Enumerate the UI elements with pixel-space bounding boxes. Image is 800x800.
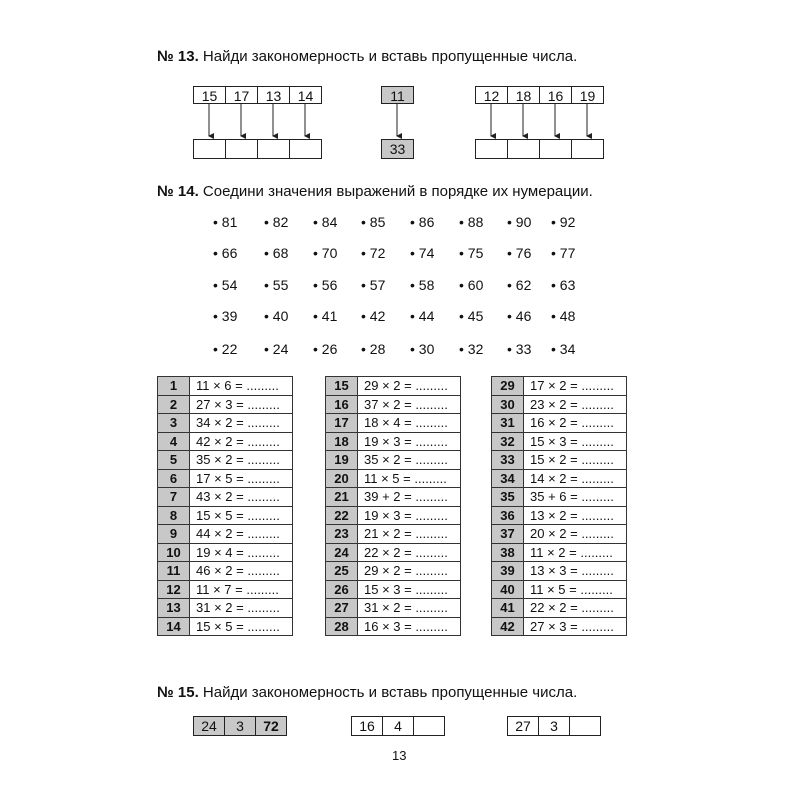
table-row <box>158 377 293 396</box>
row-number: 29 <box>492 377 524 396</box>
row-number: 25 <box>326 562 358 581</box>
expression[interactable]: 17 × 5 = ......... <box>190 469 293 488</box>
dot-number[interactable]: • 46 <box>507 308 532 324</box>
task13-number: № 13. <box>157 48 199 65</box>
dot-number[interactable]: • 28 <box>361 341 386 357</box>
answer-box[interactable] <box>413 716 445 736</box>
expression[interactable]: 11 × 2 = ......... <box>524 543 627 562</box>
task15-group3 <box>507 716 601 736</box>
expression[interactable]: 22 × 2 = ......... <box>524 599 627 618</box>
table-row <box>492 506 627 525</box>
row-number: 10 <box>158 543 190 562</box>
row-number: 20 <box>326 469 358 488</box>
expression[interactable]: 27 × 3 = ......... <box>190 395 293 414</box>
dot-number[interactable]: • 68 <box>264 245 289 261</box>
task14-heading <box>157 183 593 200</box>
row-number: 36 <box>492 506 524 525</box>
answer-box[interactable] <box>571 139 604 159</box>
expression[interactable]: 18 × 4 = ......... <box>358 414 461 433</box>
expression[interactable]: 11 × 6 = ......... <box>190 377 293 396</box>
row-number: 18 <box>326 432 358 451</box>
table-row <box>492 469 627 488</box>
row-number: 41 <box>492 599 524 618</box>
expression[interactable]: 17 × 2 = ......... <box>524 377 627 396</box>
answer-box[interactable] <box>193 139 226 159</box>
row-number: 1 <box>158 377 190 396</box>
dot-number[interactable]: • 56 <box>313 277 338 293</box>
row-number: 15 <box>326 377 358 396</box>
task13-group1-answers <box>193 139 322 159</box>
expression[interactable]: 11 × 5 = ......... <box>524 580 627 599</box>
expression[interactable]: 35 × 2 = ......... <box>358 451 461 470</box>
task13-g1-cell: 17 <box>225 86 258 104</box>
task15-g3-cell: 27 <box>507 716 539 736</box>
dot-number[interactable]: • 77 <box>551 245 576 261</box>
table-row <box>326 451 461 470</box>
dot-number[interactable]: • 44 <box>410 308 435 324</box>
table-row <box>326 599 461 618</box>
row-number: 34 <box>492 469 524 488</box>
expression[interactable]: 11 × 7 = ......... <box>190 580 293 599</box>
row-number: 13 <box>158 599 190 618</box>
row-number: 39 <box>492 562 524 581</box>
task15-example <box>193 716 287 736</box>
row-number: 40 <box>492 580 524 599</box>
table-row <box>326 488 461 507</box>
task13-g1-cell: 15 <box>193 86 226 104</box>
table-row <box>158 469 293 488</box>
table-row <box>492 525 627 544</box>
table-row <box>158 525 293 544</box>
dot-number[interactable]: • 42 <box>361 308 386 324</box>
table-row <box>326 414 461 433</box>
answer-box[interactable] <box>225 139 258 159</box>
table-row <box>158 451 293 470</box>
task15-heading <box>157 684 577 701</box>
table-row <box>326 543 461 562</box>
expression[interactable]: 29 × 2 = ......... <box>358 562 461 581</box>
task14-text: Соедини значения выражений в порядке их нумерации. <box>198 183 593 200</box>
table-row <box>326 525 461 544</box>
row-number: 24 <box>326 543 358 562</box>
table-row <box>326 580 461 599</box>
expression[interactable]: 22 × 2 = ......... <box>358 543 461 562</box>
expression[interactable]: 13 × 3 = ......... <box>524 562 627 581</box>
table-row <box>326 562 461 581</box>
dot-number[interactable]: • 32 <box>459 341 484 357</box>
row-number: 7 <box>158 488 190 507</box>
expression[interactable]: 19 × 4 = ......... <box>190 543 293 562</box>
row-number: 33 <box>492 451 524 470</box>
dot-number[interactable]: • 62 <box>507 277 532 293</box>
row-number: 3 <box>158 414 190 433</box>
expression[interactable]: 15 × 5 = ......... <box>190 617 293 636</box>
table-row <box>492 562 627 581</box>
row-number: 23 <box>326 525 358 544</box>
expression[interactable]: 15 × 3 = ......... <box>358 580 461 599</box>
task13-example-input: 11 <box>381 86 414 104</box>
task13-heading <box>157 48 577 65</box>
table-row <box>492 414 627 433</box>
expression[interactable]: 46 × 2 = ......... <box>190 562 293 581</box>
dot-number[interactable]: • 55 <box>264 277 289 293</box>
task15-group2 <box>351 716 445 736</box>
dot-number[interactable]: • 90 <box>507 214 532 230</box>
answer-box[interactable] <box>569 716 601 736</box>
task13-g3-cell: 12 <box>475 86 508 104</box>
expression[interactable]: 19 × 3 = ......... <box>358 506 461 525</box>
task14-number: № 14. <box>157 183 199 200</box>
row-number: 32 <box>492 432 524 451</box>
table-row <box>326 395 461 414</box>
dot-number[interactable]: • 40 <box>264 308 289 324</box>
row-number: 42 <box>492 617 524 636</box>
task15-text: Найди закономерность и вставь пропущенные числа. <box>198 684 578 701</box>
table-row <box>492 599 627 618</box>
table-row <box>158 488 293 507</box>
row-number: 14 <box>158 617 190 636</box>
table-row <box>158 432 293 451</box>
expression[interactable]: 34 × 2 = ......... <box>190 414 293 433</box>
row-number: 5 <box>158 451 190 470</box>
row-number: 4 <box>158 432 190 451</box>
table-row <box>492 488 627 507</box>
expression[interactable]: 42 × 2 = ......... <box>190 432 293 451</box>
table-row <box>326 469 461 488</box>
row-number: 19 <box>326 451 358 470</box>
dot-number[interactable]: • 41 <box>313 308 338 324</box>
dot-number[interactable]: • 63 <box>551 277 576 293</box>
row-number: 35 <box>492 488 524 507</box>
expression[interactable]: 31 × 2 = ......... <box>190 599 293 618</box>
task13-g1-cell: 13 <box>257 86 290 104</box>
task15-example-cell: 72 <box>255 716 287 736</box>
dot-number[interactable]: • 30 <box>410 341 435 357</box>
answer-box[interactable] <box>257 139 290 159</box>
expression[interactable]: 43 × 2 = ......... <box>190 488 293 507</box>
dot-number[interactable]: • 57 <box>361 277 386 293</box>
table-row <box>492 580 627 599</box>
table-row <box>492 377 627 396</box>
task13-example-top <box>381 86 414 104</box>
row-number: 38 <box>492 543 524 562</box>
table-row <box>326 377 461 396</box>
row-number: 28 <box>326 617 358 636</box>
table-row <box>492 543 627 562</box>
expression[interactable]: 15 × 2 = ......... <box>524 451 627 470</box>
row-number: 30 <box>492 395 524 414</box>
expression[interactable]: 21 × 2 = ......... <box>358 525 461 544</box>
answer-box[interactable] <box>539 139 572 159</box>
expression[interactable]: 35 × 2 = ......... <box>190 451 293 470</box>
dot-number[interactable]: • 22 <box>213 341 238 357</box>
expression[interactable]: 23 × 2 = ......... <box>524 395 627 414</box>
page-number: 13 <box>392 748 407 763</box>
row-number: 12 <box>158 580 190 599</box>
task13-text: Найди закономерность и вставь пропущенные числа. <box>198 48 578 65</box>
task13-g1-cell: 14 <box>289 86 322 104</box>
row-number: 27 <box>326 599 358 618</box>
expression[interactable]: 14 × 2 = ......... <box>524 469 627 488</box>
expression[interactable]: 20 × 2 = ......... <box>524 525 627 544</box>
table-row <box>492 395 627 414</box>
dot-number[interactable]: • 39 <box>213 308 238 324</box>
task13-g3-cell: 16 <box>539 86 572 104</box>
row-number: 16 <box>326 395 358 414</box>
table-row <box>492 432 627 451</box>
expression[interactable]: 15 × 3 = ......... <box>524 432 627 451</box>
expressions-table-3 <box>491 376 627 636</box>
table-row <box>326 432 461 451</box>
answer-box[interactable] <box>475 139 508 159</box>
expression[interactable]: 27 × 3 = ......... <box>524 617 627 636</box>
table-row <box>158 599 293 618</box>
row-number: 9 <box>158 525 190 544</box>
expression[interactable]: 15 × 5 = ......... <box>190 506 293 525</box>
dot-number[interactable]: • 54 <box>213 277 238 293</box>
row-number: 17 <box>326 414 358 433</box>
task13-group1-arrows <box>193 104 323 140</box>
table-row <box>326 617 461 636</box>
dot-number[interactable]: • 75 <box>459 245 484 261</box>
table-row <box>492 451 627 470</box>
table-row <box>492 617 627 636</box>
expressions-table-1 <box>157 376 293 636</box>
expressions-table-2 <box>325 376 461 636</box>
row-number: 22 <box>326 506 358 525</box>
answer-box[interactable] <box>289 139 322 159</box>
dot-number[interactable]: • 72 <box>361 245 386 261</box>
dot-number[interactable]: • 92 <box>551 214 576 230</box>
task15-number: № 15. <box>157 684 199 701</box>
expression[interactable]: 37 × 2 = ......... <box>358 395 461 414</box>
task15-g3-cell: 3 <box>538 716 570 736</box>
row-number: 26 <box>326 580 358 599</box>
task15-g2-cell: 4 <box>382 716 414 736</box>
expression[interactable]: 16 × 2 = ......... <box>524 414 627 433</box>
table-row <box>158 395 293 414</box>
row-number: 37 <box>492 525 524 544</box>
expression[interactable]: 11 × 5 = ......... <box>358 469 461 488</box>
dot-number[interactable]: • 58 <box>410 277 435 293</box>
row-number: 11 <box>158 562 190 581</box>
dot-number[interactable]: • 88 <box>459 214 484 230</box>
table-row <box>158 543 293 562</box>
table-row <box>158 617 293 636</box>
row-number: 6 <box>158 469 190 488</box>
dot-number[interactable]: • 76 <box>507 245 532 261</box>
task13-g3-cell: 19 <box>571 86 604 104</box>
expression[interactable]: 35 + 6 = ......... <box>524 488 627 507</box>
dot-number[interactable]: • 85 <box>361 214 386 230</box>
expression[interactable]: 29 × 2 = ......... <box>358 377 461 396</box>
dot-number[interactable]: • 82 <box>264 214 289 230</box>
task13-g3-cell: 18 <box>507 86 540 104</box>
table-row <box>326 506 461 525</box>
row-number: 21 <box>326 488 358 507</box>
dot-number[interactable]: • 81 <box>213 214 238 230</box>
row-number: 2 <box>158 395 190 414</box>
dot-number[interactable]: • 60 <box>459 277 484 293</box>
dot-number[interactable]: • 66 <box>213 245 238 261</box>
expression[interactable]: 16 × 3 = ......... <box>358 617 461 636</box>
dot-number[interactable]: • 84 <box>313 214 338 230</box>
row-number: 31 <box>492 414 524 433</box>
dot-number[interactable]: • 86 <box>410 214 435 230</box>
task15-example-cell: 3 <box>224 716 256 736</box>
dot-number[interactable]: • 24 <box>264 341 289 357</box>
row-number: 8 <box>158 506 190 525</box>
table-row <box>158 580 293 599</box>
dot-number[interactable]: • 26 <box>313 341 338 357</box>
task15-g2-cell: 16 <box>351 716 383 736</box>
task13-example-output: 33 <box>381 139 414 159</box>
task13-group3-top <box>475 86 604 104</box>
task13-example-arrow <box>381 104 414 140</box>
dot-number[interactable]: • 74 <box>410 245 435 261</box>
expression[interactable]: 19 × 3 = ......... <box>358 432 461 451</box>
table-row <box>158 562 293 581</box>
dot-number[interactable]: • 70 <box>313 245 338 261</box>
task13-group3-answers <box>475 139 604 159</box>
dot-number[interactable]: • 45 <box>459 308 484 324</box>
task15-example-cell: 24 <box>193 716 225 736</box>
table-row <box>158 414 293 433</box>
task13-group1-top <box>193 86 322 104</box>
task13-example-bottom <box>381 139 414 159</box>
dot-number[interactable]: • 33 <box>507 341 532 357</box>
task13-group3-arrows <box>475 104 605 140</box>
expression[interactable]: 13 × 2 = ......... <box>524 506 627 525</box>
table-row <box>158 506 293 525</box>
dot-number[interactable]: • 34 <box>551 341 576 357</box>
dot-number[interactable]: • 48 <box>551 308 576 324</box>
expression[interactable]: 31 × 2 = ......... <box>358 599 461 618</box>
expression[interactable]: 44 × 2 = ......... <box>190 525 293 544</box>
expression[interactable]: 39 + 2 = ......... <box>358 488 461 507</box>
answer-box[interactable] <box>507 139 540 159</box>
